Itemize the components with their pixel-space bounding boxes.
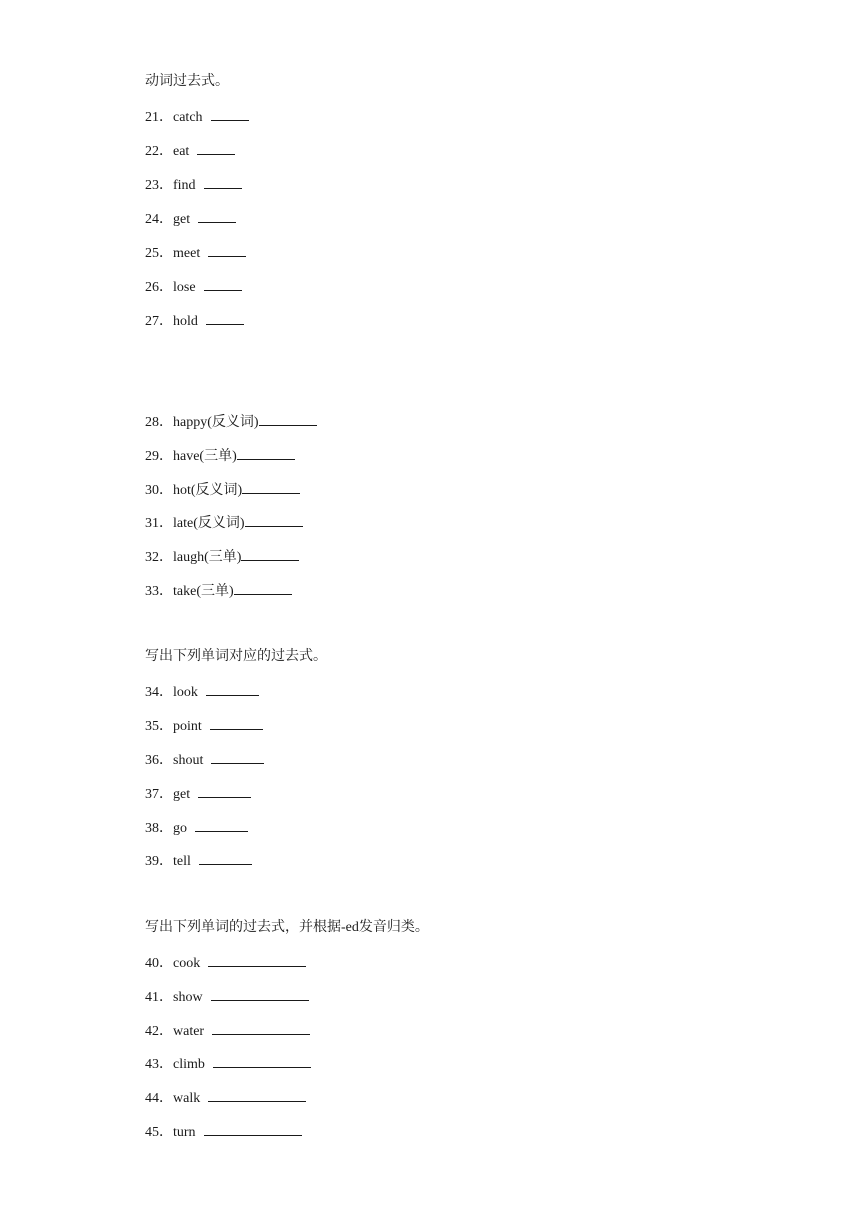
question-number: 38． [145, 821, 173, 836]
answer-blank[interactable] [195, 817, 248, 832]
answer-blank[interactable] [234, 580, 292, 595]
question-32 [145, 546, 299, 566]
question-44 [145, 1087, 306, 1107]
question-word: have(三单) [173, 449, 237, 464]
answer-blank[interactable] [206, 681, 259, 696]
question-word: get [173, 212, 191, 227]
question-number: 33． [145, 584, 173, 599]
answer-blank[interactable] [199, 850, 252, 865]
question-word: shout [173, 753, 204, 768]
answer-blank[interactable] [213, 1053, 311, 1068]
question-number: 36． [145, 753, 173, 768]
question-word: go [173, 821, 187, 836]
question-word: happy(反义词) [173, 415, 259, 430]
question-29 [145, 445, 295, 465]
question-number: 44． [145, 1091, 173, 1106]
question-35 [145, 715, 263, 735]
question-word: get [173, 787, 191, 802]
question-number: 30． [145, 483, 173, 498]
answer-blank[interactable] [211, 749, 264, 764]
question-number: 24． [145, 212, 173, 227]
answer-blank[interactable] [208, 242, 246, 257]
question-number: 43． [145, 1057, 173, 1072]
question-number: 35． [145, 719, 173, 734]
question-word: hot(反义词) [173, 483, 243, 498]
answer-blank[interactable] [241, 546, 299, 561]
answer-blank[interactable] [208, 952, 306, 967]
question-28 [145, 411, 317, 431]
answer-blank[interactable] [204, 174, 242, 189]
question-number: 22． [145, 144, 173, 159]
answer-blank[interactable] [206, 310, 244, 325]
question-word: lose [173, 280, 196, 295]
question-number: 21． [145, 110, 173, 125]
answer-blank[interactable] [237, 445, 295, 460]
question-41 [145, 986, 309, 1006]
question-24 [145, 208, 236, 228]
question-word: cook [173, 956, 201, 971]
question-42 [145, 1020, 310, 1040]
question-number: 28． [145, 415, 173, 430]
question-22 [145, 140, 235, 160]
question-number: 45． [145, 1125, 173, 1140]
question-word: walk [173, 1091, 201, 1106]
question-number: 37． [145, 787, 173, 802]
question-word: tell [173, 854, 191, 869]
question-word: take(三单) [173, 584, 234, 599]
answer-blank[interactable] [198, 783, 251, 798]
question-word: turn [173, 1125, 196, 1140]
question-number: 29． [145, 449, 173, 464]
question-word: climb [173, 1057, 205, 1072]
question-number: 34． [145, 685, 173, 700]
question-word: late(反义词) [173, 516, 245, 531]
question-23 [145, 174, 242, 194]
answer-blank[interactable] [210, 715, 263, 730]
question-word: hold [173, 314, 198, 329]
question-number: 40． [145, 956, 173, 971]
answer-blank[interactable] [211, 986, 309, 1001]
question-26 [145, 276, 242, 296]
question-39 [145, 850, 252, 870]
question-word: point [173, 719, 202, 734]
question-word: laugh(三单) [173, 550, 242, 565]
question-34 [145, 681, 259, 701]
question-number: 42． [145, 1024, 173, 1039]
question-number: 25． [145, 246, 173, 261]
question-number: 27． [145, 314, 173, 329]
answer-blank[interactable] [198, 208, 236, 223]
question-word: show [173, 990, 203, 1005]
question-36 [145, 749, 264, 769]
answer-blank[interactable] [212, 1020, 310, 1035]
question-40 [145, 952, 306, 972]
answer-blank[interactable] [242, 479, 300, 494]
answer-blank[interactable] [245, 512, 303, 527]
answer-blank[interactable] [197, 140, 235, 155]
answer-blank[interactable] [208, 1087, 306, 1102]
question-number: 39． [145, 854, 173, 869]
question-word: look [173, 685, 198, 700]
question-number: 23． [145, 178, 173, 193]
answer-blank[interactable] [204, 276, 242, 291]
question-number: 32． [145, 550, 173, 565]
question-number: 31． [145, 516, 173, 531]
answer-blank[interactable] [204, 1121, 302, 1136]
question-27 [145, 310, 244, 330]
question-33 [145, 580, 292, 600]
question-21 [145, 106, 249, 126]
question-word: catch [173, 110, 203, 125]
question-word: eat [173, 144, 190, 159]
section-heading-ed-pronunciation: 写出下列单词的过去式，并根据-ed发音归类。 [145, 920, 429, 935]
question-25 [145, 242, 246, 262]
section-heading-past-tense: 写出下列单词对应的过去式。 [145, 649, 327, 664]
question-word: meet [173, 246, 201, 261]
answer-blank[interactable] [259, 411, 317, 426]
question-38 [145, 817, 248, 837]
question-word: find [173, 178, 196, 193]
question-37 [145, 783, 251, 803]
question-45 [145, 1121, 302, 1141]
answer-blank[interactable] [211, 106, 249, 121]
question-43 [145, 1053, 311, 1073]
question-30 [145, 479, 300, 499]
question-number: 26． [145, 280, 173, 295]
section-heading-verb-past-tense: 动词过去式。 [145, 74, 229, 89]
question-number: 41． [145, 990, 173, 1005]
question-31 [145, 512, 303, 532]
question-word: water [173, 1024, 205, 1039]
